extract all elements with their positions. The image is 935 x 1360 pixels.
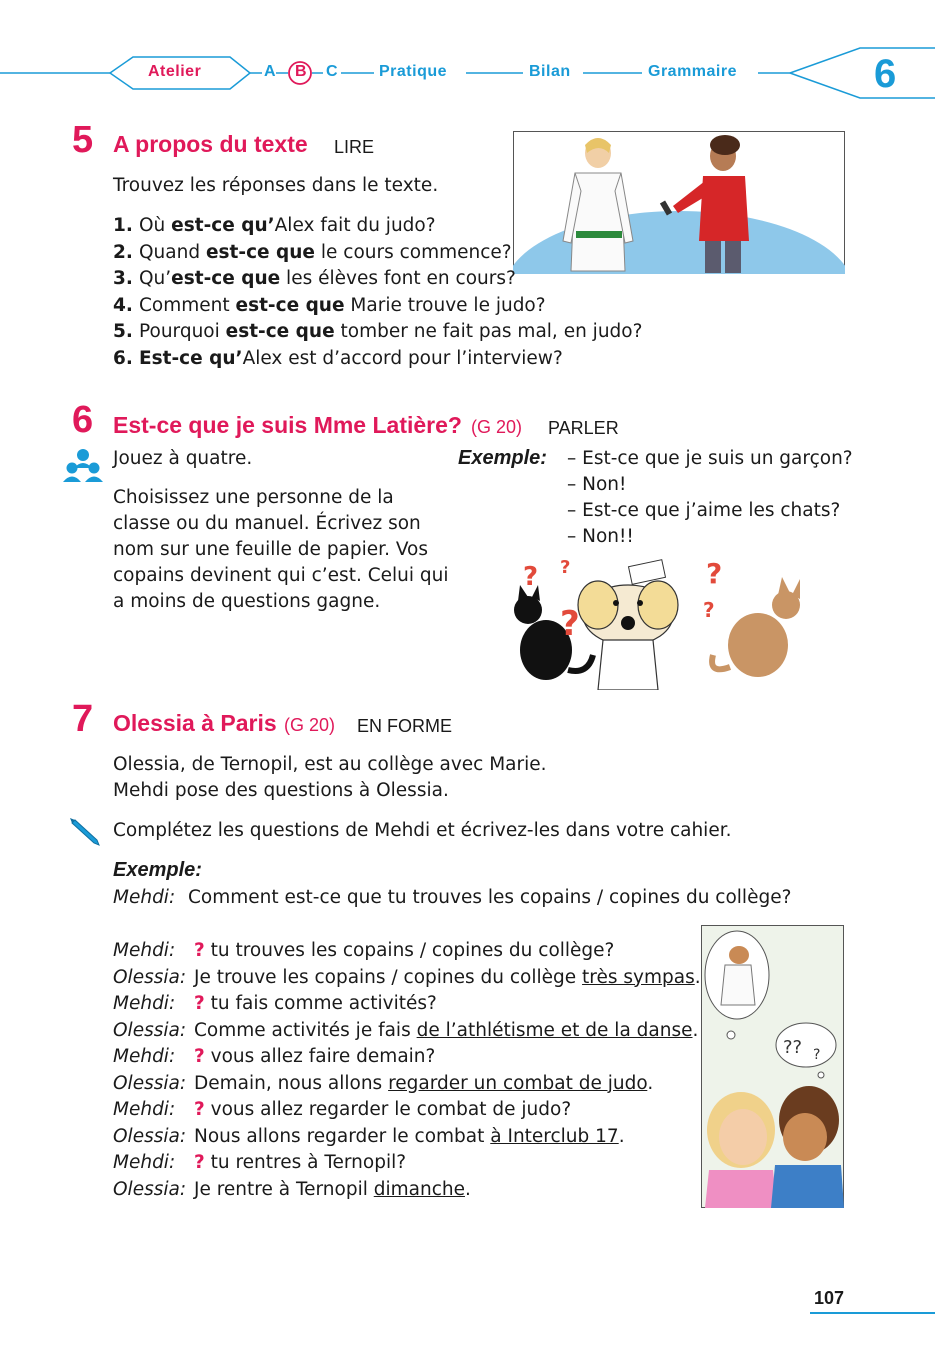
exercise-6-paragraph — [113, 485, 449, 615]
svg-text:?: ? — [813, 1047, 821, 1063]
dialogue-line: Mehdi: ? tu trouves les copains / copines du collège? — [113, 940, 615, 961]
question-item: 1. Où est-ce qu’Alex fait du judo? — [113, 215, 436, 236]
exercise-6-example-label: Exemple: — [458, 447, 547, 469]
exercise-7-instruction: Complétez les questions de Mehdi et écrivez-les dans votre cahier. — [113, 820, 732, 841]
group-work-icon — [63, 446, 103, 484]
nav-bilan[interactable]: Bilan — [529, 63, 571, 80]
question-item: 6. Est-ce qu’Alex est d’accord pour l’interview? — [113, 347, 563, 369]
exercise-5-skill: LIRE — [334, 137, 375, 157]
exercise-7-number: 7 — [72, 698, 94, 740]
pencil-icon — [68, 817, 102, 847]
paragraph-line: nom sur une feuille de papier. Vos — [113, 539, 429, 560]
exercise-7-example-label: Exemple: — [113, 859, 202, 881]
paragraph-line: copains devinent qui c’est. Celui qui — [113, 565, 449, 586]
dialogue-line: Mehdi: ? tu rentres à Ternopil? — [113, 1152, 407, 1173]
exercise-6-skill: PARLER — [548, 418, 619, 438]
exercise-7-intro-line2: Mehdi pose des questions à Olessia. — [113, 780, 449, 801]
chapter-number: 6 — [874, 52, 897, 96]
dialogue-line: Olessia: Demain, nous allons regarder un combat de judo. — [113, 1072, 654, 1094]
example-line: – Est-ce que j’aime les chats? — [567, 500, 841, 521]
exercise-7-example-line: Mehdi: Comment est-ce que tu trouves les copains / copines du collège? — [113, 887, 792, 908]
exercise-7-intro-line1: Olessia, de Ternopil, est au collège avec Marie. — [113, 754, 547, 775]
svg-text:??: ?? — [783, 1037, 803, 1058]
question-item: 5. Pourquoi est-ce que tomber ne fait pas mal, en judo? — [113, 321, 643, 342]
dialogue-line: Olessia: Je rentre à Ternopil dimanche. — [113, 1178, 471, 1200]
dialogue-line: Mehdi: ? vous allez faire demain? — [113, 1046, 436, 1067]
page-number: 107 — [814, 1288, 845, 1308]
header-nav-lines — [0, 40, 935, 110]
example-line: – Est-ce que je suis un garçon? — [567, 448, 853, 469]
svg-text:?: ? — [560, 604, 580, 644]
exercise-6-title: Est-ce que je suis Mme Latière? — [113, 412, 462, 438]
cats-and-dog-illustration — [498, 555, 818, 690]
question-item: 2. Quand est-ce que le cours commence? — [113, 241, 512, 263]
nav-c[interactable]: C — [326, 63, 339, 80]
exercise-5-question-list — [113, 213, 642, 372]
dialogue-line: Olessia: Comme activités je fais de l’athlétisme et de la danse. — [113, 1019, 699, 1041]
question-item: 4. Comment est-ce que Marie trouve le judo? — [113, 294, 546, 316]
footer-rule — [810, 1312, 935, 1314]
nav-grammaire[interactable]: Grammaire — [648, 63, 737, 80]
exercise-5-number: 5 — [72, 119, 94, 161]
nav-pratique[interactable]: Pratique — [379, 63, 448, 80]
exercise-6-grammar-ref: (G 20) — [471, 417, 523, 437]
kids-thinking-illustration — [701, 925, 844, 1208]
dialogue-line: Olessia: Nous allons regarder le combat à Interclub 17. — [113, 1125, 625, 1147]
example-line: – Non! — [567, 474, 627, 495]
svg-text:?: ? — [560, 557, 571, 578]
exercise-6-number: 6 — [72, 399, 94, 441]
paragraph-line: classe ou du manuel. Écrivez son — [113, 513, 421, 534]
svg-text:?: ? — [703, 598, 715, 622]
nav-atelier[interactable]: Atelier — [148, 63, 202, 80]
exercise-7-skill: EN FORME — [357, 716, 453, 736]
example-line: – Non!! — [567, 526, 634, 547]
question-item: 3. Qu’est-ce que les élèves font en cours? — [113, 268, 516, 289]
exercise-5-instruction: Trouvez les réponses dans le texte. — [113, 175, 439, 196]
nav-b[interactable]: B — [295, 63, 308, 80]
exercise-6-line1: Jouez à quatre. — [113, 448, 253, 469]
dialogue-line: Olessia: Je trouve les copains / copines du collège très sympas. — [113, 966, 701, 988]
svg-text:?: ? — [523, 562, 539, 592]
exercise-7-dialogue — [113, 938, 701, 1203]
exercise-5-title: A propos du texte — [113, 131, 308, 157]
exercise-7-title: Olessia à Paris — [113, 710, 277, 736]
paragraph-line: Choisissez une personne de la — [113, 487, 394, 508]
exercise-6-example-lines — [567, 446, 853, 550]
paragraph-line: a moins de questions gagne. — [113, 591, 381, 612]
exercise-7-grammar-ref: (G 20) — [284, 715, 336, 735]
dialogue-line: Mehdi: ? tu fais comme activités? — [113, 993, 437, 1014]
dialogue-line: Mehdi: ? vous allez regarder le combat de judo? — [113, 1099, 572, 1120]
svg-text:?: ? — [706, 557, 723, 590]
nav-a[interactable]: A — [264, 63, 277, 80]
